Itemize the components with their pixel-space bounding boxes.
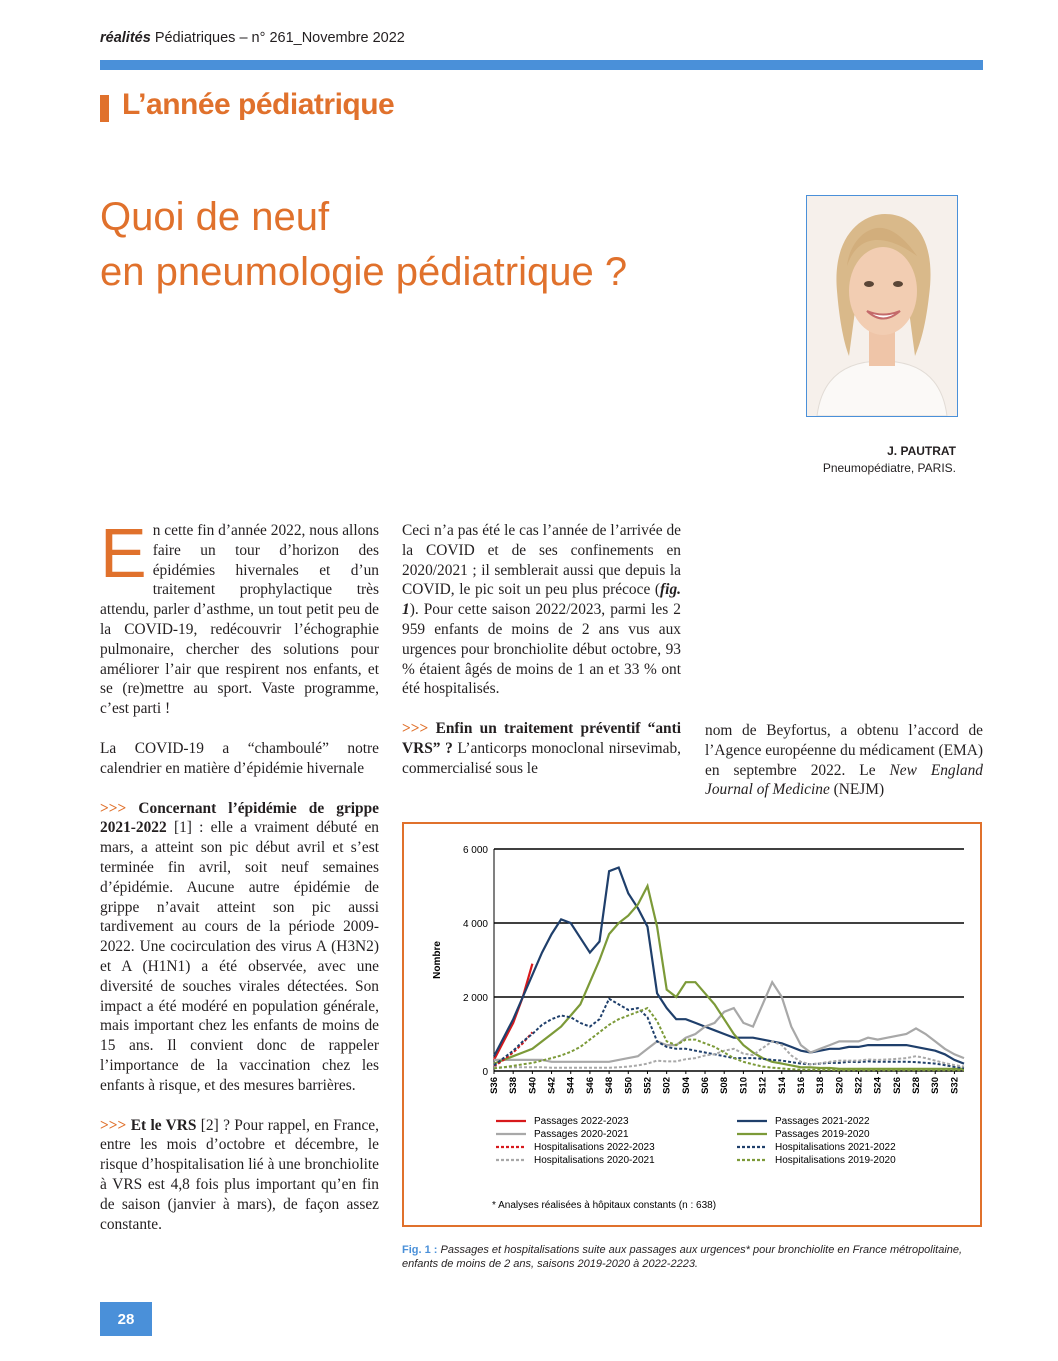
page-number: 28 bbox=[100, 1302, 152, 1336]
legend-label: Passages 2022-2023 bbox=[534, 1116, 629, 1127]
figure-reference-link[interactable]: fig. 1 bbox=[402, 581, 681, 619]
x-tick-label: S52 bbox=[642, 1077, 654, 1094]
subheading-covid: La COVID-19 a “chamboulé” notre calendrier en matière d’épidémie hivernale bbox=[100, 739, 379, 777]
x-tick-label: S28 bbox=[911, 1077, 923, 1094]
legend-label: Hospitalisations 2022-2023 bbox=[534, 1142, 655, 1153]
paragraph-vrs bbox=[100, 1116, 379, 1235]
text-grippe: [1] : elle a vraiment débuté en mars, a atteint son pic début avril et s’est terminée fin avril, soit neuf semaines d’épidémie. Aucune autre épidémie de grippe n’avait atteint son pic aussi tardivement au cours de la période 2009-2022. Une cocirculation des virus A (H3N2) et A (H1N1) a été observée, avec une diversité de souches virales détectées. Son impact a été modéré en population générale, mais important chez les enfants de moins de 15 ans. Il convient donc de rappeler l’importance de la vaccination chez les enfants à risque, et des mesures barrières. bbox=[100, 819, 379, 1094]
header-rule bbox=[100, 60, 983, 70]
x-tick-label: S42 bbox=[546, 1077, 558, 1094]
x-tick-label: S22 bbox=[853, 1077, 865, 1094]
author-affiliation: Pneumopédiatre, PARIS. bbox=[822, 461, 956, 475]
arrow-marker: >>> bbox=[100, 799, 127, 817]
drop-cap: E bbox=[100, 514, 147, 592]
season-text-a: Ceci n’a pas été le cas l’année de l’arrivée de la COVID et de ses confinements en 2020/2021 ; il semblerait aussi que depuis la COVID, le pic soit un peu plus précoce ( bbox=[402, 522, 681, 599]
x-tick-label: S36 bbox=[489, 1077, 500, 1094]
legend-label: Passages 2019-2020 bbox=[775, 1129, 870, 1140]
legend-label: Passages 2021-2022 bbox=[775, 1116, 870, 1127]
x-tick-label: S08 bbox=[719, 1077, 731, 1094]
beyfortus-text-b: (NEJM) bbox=[829, 781, 885, 799]
legend-label: Passages 2020-2021 bbox=[534, 1129, 629, 1140]
x-tick-label: S26 bbox=[891, 1077, 903, 1094]
x-tick-label: S06 bbox=[700, 1077, 712, 1094]
legend-label: Hospitalisations 2020-2021 bbox=[534, 1155, 655, 1166]
y-tick-label: 4 000 bbox=[462, 919, 488, 930]
x-tick-label: S20 bbox=[834, 1077, 846, 1094]
article-title bbox=[100, 190, 780, 300]
x-tick-label: S32 bbox=[949, 1077, 961, 1094]
paragraph-season bbox=[402, 521, 681, 699]
y-tick-label: 6 000 bbox=[462, 845, 488, 856]
paragraph-treatment bbox=[402, 719, 681, 778]
x-tick-label: S38 bbox=[508, 1077, 520, 1094]
x-tick-label: S44 bbox=[565, 1077, 577, 1094]
x-tick-label: S30 bbox=[930, 1077, 942, 1094]
header-brand: réalités bbox=[100, 30, 151, 46]
title-line-2: en pneumologie pédiatrique ? bbox=[100, 250, 628, 294]
figure-box bbox=[402, 822, 982, 1227]
intro-text: n cette fin d’année 2022, nous allons faire un tour d’horizon des épidémies hivernales et d’un traitement prophylactique très attendu, parler d’asthme, un tout petit peu de la COVID-19, redécouvrir l’échographie pulmonaire, chercher des solutions pour améliorer l’air que respirent nos enfants, et se (re)mettre au sport. Vaste programme, c’est parti ! bbox=[100, 522, 379, 718]
x-tick-label: S02 bbox=[661, 1077, 673, 1094]
arrow-marker: >>> bbox=[100, 1116, 127, 1134]
paragraph-grippe bbox=[100, 799, 379, 1096]
title-line-1: Quoi de neuf bbox=[100, 195, 330, 239]
figure-caption bbox=[402, 1243, 982, 1271]
x-tick-label: S24 bbox=[872, 1077, 884, 1094]
lead-treatment: Enfin un traitement préventif “anti VRS” ? bbox=[402, 720, 681, 757]
x-tick-label: S16 bbox=[795, 1077, 807, 1094]
arrow-marker: >>> bbox=[402, 720, 429, 738]
text-column-3 bbox=[705, 721, 983, 800]
rubric-marker bbox=[100, 95, 109, 122]
series-line bbox=[494, 886, 964, 1069]
y-tick-label: 0 bbox=[482, 1067, 488, 1078]
author-block bbox=[740, 443, 956, 477]
beyfortus-text-a: nom de Beyfortus, a obtenu l’accord de l’Agence européenne du médicament (EMA) en septembre 2022. Le bbox=[705, 722, 983, 779]
caption-text: Passages et hospitalisations suite aux passages aux urgences* pour bronchiolite en France métropolitaine, enfants de moins de 2 ans, saisons 2019-2020 à 2022-2223. bbox=[402, 1244, 963, 1270]
intro-paragraph bbox=[100, 514, 379, 719]
lead-grippe: Concernant l’épidémie de grippe 2021-2022 bbox=[100, 799, 379, 837]
text-column-2 bbox=[402, 521, 681, 779]
y-tick-label: 2 000 bbox=[462, 993, 488, 1004]
x-tick-label: S10 bbox=[738, 1077, 750, 1094]
running-header bbox=[100, 30, 405, 46]
legend-label: Hospitalisations 2021-2022 bbox=[775, 1142, 896, 1153]
text-column-1 bbox=[100, 514, 379, 1234]
text-treatment: L’anticorps monoclonal nirsevimab, commercialisé sous le bbox=[402, 739, 681, 777]
text-vrs: [2] ? Pour rappel, en France, entre les mois d’octobre et décembre, le risque d’hospitalisation lié à une bronchiolite à VRS est 4,8 fois plus important qu’en fin de saison (janvier à mars), de façon assez constante. bbox=[100, 1116, 379, 1233]
bronchiolite-chart bbox=[404, 824, 980, 1225]
journal-name: New England Journal of Medicine bbox=[705, 761, 983, 799]
chart-note: * Analyses réalisées à hôpitaux constants (n : 638) bbox=[492, 1200, 717, 1211]
legend-label: Hospitalisations 2019-2020 bbox=[775, 1155, 896, 1166]
x-tick-label: S14 bbox=[776, 1077, 788, 1094]
x-tick-label: S04 bbox=[680, 1077, 692, 1094]
x-tick-label: S40 bbox=[527, 1077, 539, 1094]
x-tick-label: S50 bbox=[623, 1077, 635, 1094]
x-tick-label: S48 bbox=[604, 1077, 616, 1094]
header-issue: Pédiatriques – n° 261_Novembre 2022 bbox=[150, 30, 405, 46]
author-name: J. PAUTRAT bbox=[887, 444, 956, 458]
series-line bbox=[494, 868, 964, 1064]
y-axis-label: Nombre bbox=[432, 941, 443, 979]
author-photo bbox=[806, 195, 958, 417]
rubric-title: L’année pédiatrique bbox=[122, 88, 395, 121]
x-tick-label: S12 bbox=[757, 1077, 769, 1094]
lead-vrs: Et le VRS bbox=[130, 1116, 197, 1134]
caption-label: Fig. 1 : bbox=[402, 1244, 438, 1256]
season-text-b: ). Pour cette saison 2022/2023, parmi les 2 959 enfants de moins de 2 ans vus aux urgences pour bronchiolite début octobre, 93 % étaient âgés de moins de 1 an et 33 % ont été hospitalisés. bbox=[402, 601, 681, 698]
x-tick-label: S46 bbox=[584, 1077, 596, 1094]
paragraph-beyfortus bbox=[705, 721, 983, 800]
author-portrait-icon bbox=[807, 196, 957, 416]
x-tick-label: S18 bbox=[815, 1077, 827, 1094]
